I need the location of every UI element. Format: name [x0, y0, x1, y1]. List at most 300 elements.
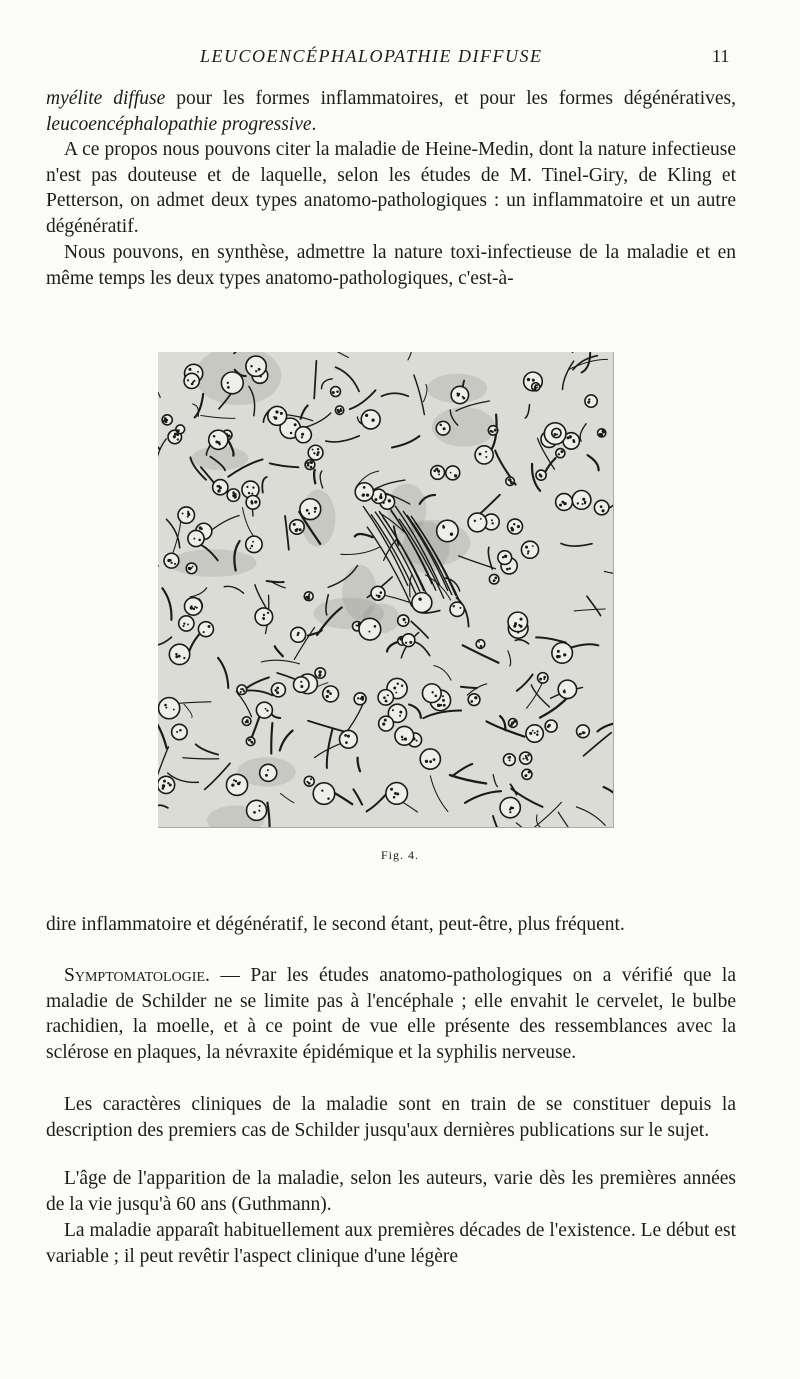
chromatin-dot: [306, 462, 309, 465]
nerve-fibre: [574, 609, 605, 611]
chromatin-dot: [492, 431, 494, 433]
cell-nucleus: [300, 499, 321, 520]
chromatin-dot: [509, 808, 511, 810]
chromatin-dot: [502, 556, 504, 558]
chromatin-dot: [527, 550, 529, 552]
nerve-fibre: [158, 720, 167, 748]
chromatin-dot: [265, 774, 268, 777]
chromatin-dot: [527, 754, 529, 756]
chromatin-dot: [167, 782, 169, 784]
cell-nucleus: [489, 574, 499, 584]
chromatin-dot: [251, 545, 253, 547]
chromatin-dot: [280, 412, 283, 415]
cell-nucleus: [179, 616, 194, 631]
chromatin-dot: [242, 688, 244, 690]
cell-nucleus: [271, 683, 285, 697]
nerve-fibre: [576, 807, 605, 826]
figure-caption: Fig. 4.: [380, 848, 419, 862]
chromatin-dot: [523, 758, 525, 760]
nerve-fibre: [262, 477, 267, 493]
histology-figure: [158, 352, 614, 828]
nerve-fibre: [508, 651, 511, 666]
chromatin-dot: [508, 478, 511, 481]
chromatin-dot: [310, 466, 313, 469]
nerve-fibre: [158, 805, 168, 808]
nerve-fibre: [525, 405, 529, 418]
chromatin-dot: [561, 501, 564, 504]
chromatin-dot: [442, 526, 445, 529]
nerve-fibre: [408, 352, 414, 360]
chromatin-dot: [166, 419, 169, 422]
chromatin-dot: [231, 784, 234, 787]
chromatin-dot: [539, 473, 541, 475]
chromatin-dot: [384, 719, 387, 722]
chromatin-dot: [217, 441, 220, 444]
nerve-fibre: [561, 544, 592, 547]
cell-nucleus: [521, 541, 538, 558]
chromatin-dot: [265, 708, 267, 710]
nerve-fibre: [415, 642, 429, 655]
nerve-fibre: [280, 731, 293, 751]
chromatin-dot: [392, 709, 394, 711]
nerve-fibre: [516, 823, 536, 827]
chromatin-dot: [485, 456, 487, 458]
chromatin-dot: [317, 451, 320, 454]
chromatin-dot: [536, 730, 538, 732]
chromatin-dot: [193, 380, 195, 382]
chromatin-dot: [401, 738, 403, 740]
chromatin-dot: [162, 784, 165, 787]
nerve-fibre: [341, 547, 381, 555]
cell-nucleus: [178, 507, 194, 523]
chromatin-dot: [602, 509, 605, 512]
chromatin-dot: [534, 387, 537, 390]
chromatin-dot: [383, 696, 386, 699]
chromatin-dot: [306, 509, 309, 512]
chromatin-dot: [385, 700, 388, 703]
chromatin-dot: [301, 436, 303, 438]
chromatin-dot: [579, 733, 582, 736]
cell-nucleus: [313, 783, 335, 805]
cell-nucleus: [339, 730, 357, 748]
nerve-fibre: [267, 803, 269, 827]
chromatin-dot: [318, 674, 321, 677]
chromatin-dot: [227, 386, 230, 389]
chromatin-dot: [193, 608, 195, 610]
chromatin-dot: [559, 504, 562, 507]
chromatin-dot: [432, 691, 434, 693]
cell-nucleus: [361, 410, 380, 429]
cell-nucleus: [402, 634, 415, 647]
cell-nucleus: [355, 483, 373, 501]
chromatin-dot: [258, 810, 260, 812]
chromatin-dot: [520, 625, 523, 628]
chromatin-dot: [556, 433, 558, 435]
nerve-fibre: [267, 581, 284, 582]
nerve-fibre: [304, 413, 331, 428]
chromatin-dot: [345, 741, 348, 744]
nerve-fibre: [493, 775, 497, 787]
chromatin-dot: [393, 796, 396, 799]
nerve-fibre: [424, 384, 427, 401]
chromatin-dot: [246, 719, 249, 722]
stain-blotch: [191, 447, 248, 471]
chromatin-dot: [263, 614, 265, 616]
term-myelite-diffuse: myélite diffuse: [46, 88, 166, 109]
cell-nucleus: [290, 520, 305, 535]
nerve-fibre: [588, 455, 599, 470]
nerve-fibre: [261, 660, 299, 664]
chromatin-dot: [294, 423, 297, 426]
chromatin-dot: [347, 735, 350, 738]
chromatin-dot: [435, 695, 438, 698]
term-leucoencephalopathie: leucoencéphalopathie progressive: [46, 113, 312, 135]
nerve-fibre: [367, 795, 385, 811]
chromatin-dot: [368, 631, 370, 633]
chromatin-dot: [405, 642, 407, 644]
chromatin-dot: [290, 432, 293, 435]
paragraph-1: [46, 86, 736, 137]
nerve-fibre: [196, 744, 218, 754]
chromatin-dot: [246, 486, 248, 488]
chromatin-dot: [182, 512, 184, 514]
nerve-fibre: [201, 416, 235, 419]
nerve-fibre: [545, 458, 556, 473]
chromatin-dot: [251, 502, 254, 505]
nerve-fibre: [326, 436, 359, 442]
chromatin-dot: [308, 593, 310, 595]
chromatin-dot: [457, 392, 459, 394]
chromatin-dot: [379, 495, 382, 498]
chromatin-dot: [250, 741, 253, 744]
chromatin-dot: [459, 607, 461, 609]
chromatin-dot: [267, 769, 269, 771]
chromatin-dot: [433, 758, 436, 761]
chromatin-dot: [543, 678, 545, 680]
nerve-fibre: [488, 547, 492, 569]
chromatin-dot: [362, 494, 365, 497]
chromatin-dot: [401, 736, 403, 738]
chromatin-dot: [267, 612, 269, 614]
chromatin-dot: [340, 409, 343, 412]
chromatin-dot: [450, 472, 452, 474]
chromatin-dot: [588, 398, 590, 400]
chromatin-dot: [532, 545, 534, 547]
nerve-fibre: [587, 596, 601, 615]
chromatin-dot: [491, 519, 493, 521]
chromatin-dot: [313, 452, 315, 454]
chromatin-dot: [527, 552, 529, 554]
chromatin-dot: [452, 605, 454, 607]
chromatin-dot: [494, 429, 497, 432]
cell-nucleus: [158, 698, 179, 719]
chromatin-dot: [305, 596, 308, 599]
chromatin-dot: [163, 780, 166, 783]
chromatin-dot: [374, 625, 377, 628]
nerve-fibre: [238, 694, 252, 717]
paragraph-3: Nous pouvons, en synthèse, admettre la nature toxi-infectieuse de la maladie et en même temps les deux types anatomo-pathologiques, c'est-à-: [46, 242, 736, 289]
chromatin-dot: [439, 704, 442, 707]
chromatin-dot: [176, 429, 179, 432]
cell-nucleus: [246, 737, 255, 746]
chromatin-dot: [178, 655, 181, 658]
chromatin-dot: [399, 711, 402, 714]
chromatin-dot: [248, 492, 250, 494]
cell-nucleus: [246, 536, 262, 552]
chromatin-dot: [300, 681, 302, 683]
nerve-fibre: [580, 424, 586, 441]
chromatin-dot: [419, 598, 422, 601]
chromatin-dot: [190, 606, 193, 609]
chromatin-dot: [169, 559, 171, 561]
nerve-fibre: [275, 646, 283, 656]
chromatin-dot: [357, 697, 359, 699]
chromatin-dot: [495, 577, 497, 579]
chromatin-dot: [442, 695, 444, 697]
cell-nucleus: [475, 446, 493, 464]
chromatin-dot: [529, 732, 532, 735]
nerve-fibre: [243, 508, 256, 539]
nerve-fibre: [158, 439, 166, 479]
chromatin-dot: [308, 512, 310, 514]
chromatin-dot: [356, 625, 358, 627]
nerve-fibre: [467, 684, 486, 695]
chromatin-dot: [234, 495, 237, 498]
chromatin-dot: [332, 391, 335, 394]
chromatin-dot: [203, 631, 205, 633]
chromatin-dot: [513, 625, 516, 628]
chromatin-dot: [360, 698, 362, 700]
cell-nucleus: [246, 356, 266, 376]
chromatin-dot: [183, 657, 185, 659]
chromatin-dot: [251, 493, 253, 495]
chromatin-dot: [276, 691, 279, 694]
chromatin-dot: [387, 694, 389, 696]
nerve-fibre: [434, 666, 451, 681]
chromatin-dot: [250, 365, 252, 367]
nerve-fibre: [314, 470, 315, 484]
chromatin-dot: [382, 723, 385, 726]
nerve-fibre: [358, 758, 360, 771]
nerve-fibre: [558, 812, 574, 827]
chromatin-dot: [525, 546, 528, 549]
nerve-fibre: [515, 640, 528, 644]
chromatin-dot: [188, 368, 191, 371]
nerve-fibre: [158, 637, 171, 646]
paragraph-4: dire inflammatoire et dégénératif, le second étant, peut-être, plus fréquent.: [46, 914, 625, 935]
chromatin-dot: [584, 502, 586, 504]
cell-nucleus: [468, 513, 487, 532]
nerve-fibre: [167, 519, 180, 548]
chromatin-dot: [251, 500, 253, 502]
chromatin-dot: [509, 811, 511, 813]
chromatin-dot: [217, 489, 220, 492]
cell-nucleus: [552, 428, 561, 437]
chromatin-dot: [275, 689, 278, 692]
cell-nucleus: [422, 684, 441, 703]
chromatin-dot: [275, 410, 278, 413]
chromatin-dot: [563, 690, 565, 692]
cell-nucleus: [221, 372, 243, 394]
chromatin-dot: [173, 435, 176, 438]
chromatin-dot: [380, 591, 383, 594]
nerve-fibre: [172, 520, 181, 557]
chromatin-dot: [401, 684, 403, 686]
chromatin-dot: [454, 475, 457, 478]
chromatin-dot: [442, 699, 445, 702]
chromatin-dot: [371, 419, 374, 422]
chromatin-dot: [560, 450, 563, 453]
chromatin-dot: [177, 438, 179, 440]
chromatin-dot: [194, 606, 196, 608]
chromatin-dot: [528, 771, 531, 774]
cell-nucleus: [226, 774, 247, 795]
chromatin-dot: [296, 528, 299, 531]
chromatin-dot: [506, 568, 509, 571]
cell-nucleus: [371, 586, 385, 600]
nerve-fibre: [270, 463, 299, 467]
nerve-fibre: [558, 352, 572, 353]
chromatin-dot: [569, 435, 572, 438]
cell-nucleus: [169, 644, 189, 664]
cell-nucleus: [359, 618, 381, 640]
chromatin-dot: [252, 486, 254, 488]
chromatin-dot: [416, 740, 418, 742]
cell-nucleus: [508, 519, 523, 534]
nerve-fibre: [532, 802, 562, 827]
paragraph-7: L'âge de l'apparition de la maladie, selon les auteurs, varie dès les premières années de la vie jusqu'à 60 ans (Guthmann).: [46, 1168, 736, 1215]
chromatin-dot: [581, 503, 583, 505]
cell-nucleus: [172, 724, 187, 739]
chromatin-dot: [233, 779, 235, 781]
chromatin-dot: [474, 520, 476, 522]
chromatin-dot: [443, 704, 446, 707]
nerve-fibre: [409, 705, 421, 718]
chromatin-dot: [479, 453, 482, 456]
chromatin-dot: [344, 734, 347, 737]
chromatin-dot: [329, 692, 332, 695]
chromatin-dot: [582, 498, 585, 501]
chromatin-dot: [556, 655, 559, 658]
chromatin-dot: [507, 757, 509, 759]
cell-nucleus: [450, 602, 464, 616]
nerve-fibre: [281, 794, 294, 803]
chromatin-dot: [557, 650, 560, 653]
nerve-fibre: [301, 406, 308, 419]
chromatin-dot: [439, 424, 442, 427]
chromatin-dot: [174, 563, 176, 565]
nerve-fibre: [493, 816, 505, 827]
chromatin-dot: [504, 555, 507, 558]
nerve-fibre: [308, 721, 345, 732]
chromatin-dot: [240, 691, 242, 693]
paragraph-2: A ce propos nous pouvons citer la maladie de Heine-Medin, dont la nature infectieuse n'est pas douteuse et de laquelle, selon les études de M. Tinel-Giry, de Kling et Petterson, on admet deux types anatomo-pathologiques : un inflammatoire et un autre dégénératif.: [46, 139, 736, 238]
chromatin-dot: [377, 595, 380, 598]
chromatin-dot: [237, 782, 240, 785]
nerve-fibre: [158, 366, 160, 397]
chromatin-dot: [399, 715, 401, 717]
chromatin-dot: [314, 511, 316, 513]
nerve-fibre: [314, 361, 316, 399]
chromatin-dot: [534, 732, 536, 734]
chromatin-dot: [201, 528, 203, 530]
chromatin-dot: [191, 383, 194, 386]
nerve-fibre: [604, 787, 613, 809]
chromatin-dot: [577, 502, 579, 504]
cell-nucleus: [256, 702, 272, 718]
chromatin-dot: [321, 789, 323, 791]
chromatin-dot: [248, 739, 251, 742]
chromatin-dot: [266, 710, 268, 712]
cell-nucleus: [420, 749, 440, 769]
cell-nucleus: [209, 430, 228, 449]
histology-illustration: [158, 352, 613, 827]
chromatin-dot: [187, 516, 189, 518]
paragraph-5-text: — Par les études anatomo-pathologiques on a vérifié que la maladie de Schilder ne se limite pas à l'encéphale ; elle envahit le cervelet, le bulbe rachidien, la moelle, et à ce point de vue elle présente des ressemblances avec la sclérose en plaques, la névraxite épidémique et la syphilis nerveuse.: [46, 965, 736, 1064]
cell-nucleus: [395, 726, 414, 745]
nerve-fibre: [355, 534, 373, 537]
chromatin-dot: [187, 379, 189, 381]
nerve-fibre: [450, 775, 486, 784]
chromatin-dot: [188, 567, 191, 570]
chromatin-dot: [539, 678, 542, 681]
nerve-fibre: [353, 789, 362, 804]
chromatin-dot: [393, 687, 396, 690]
paragraph-1-text: pour les formes inflammatoires, et pour les formes dégénératives,: [165, 88, 736, 109]
cell-nucleus: [538, 673, 548, 683]
nerve-fibre: [245, 677, 269, 689]
chromatin-dot: [327, 797, 330, 800]
chromatin-dot: [395, 692, 397, 694]
cell-nucleus: [268, 406, 287, 425]
nerve-fibre: [285, 516, 289, 550]
chromatin-dot: [259, 805, 261, 807]
chromatin-dot: [182, 625, 184, 627]
chromatin-dot: [376, 594, 378, 596]
nerve-fibre: [158, 747, 169, 780]
cell-nucleus: [451, 386, 468, 403]
chromatin-dot: [175, 655, 178, 658]
chromatin-dot: [474, 696, 477, 699]
chromatin-dot: [527, 378, 530, 381]
nerve-fibre: [517, 675, 533, 691]
chromatin-dot: [227, 382, 229, 384]
chromatin-dot: [438, 473, 440, 475]
chromatin-dot: [326, 690, 329, 693]
chromatin-dot: [394, 792, 397, 795]
nerve-fibre: [604, 571, 613, 576]
chromatin-dot: [253, 811, 256, 814]
chromatin-dot: [513, 523, 515, 525]
paragraph-8: La maladie apparaît habituellement aux premières décades de l'existence. Le début est variable ; il peut revêtir l'aspect clinique d'une légère: [46, 1220, 736, 1267]
cell-nucleus: [255, 608, 273, 626]
cell-nucleus: [331, 387, 341, 397]
chromatin-dot: [187, 624, 189, 626]
chromatin-dot: [572, 439, 575, 442]
chromatin-dot: [508, 759, 510, 761]
chromatin-dot: [517, 525, 520, 528]
chromatin-dot: [600, 505, 603, 508]
nerve-fibre: [255, 585, 268, 610]
chromatin-dot: [198, 539, 201, 542]
chromatin-dot: [176, 731, 178, 733]
chromatin-dot: [192, 566, 194, 568]
cell-nucleus: [431, 466, 445, 480]
cell-nucleus: [545, 720, 557, 732]
chromatin-dot: [563, 653, 566, 656]
chromatin-dot: [587, 401, 590, 404]
chromatin-dot: [480, 645, 483, 648]
